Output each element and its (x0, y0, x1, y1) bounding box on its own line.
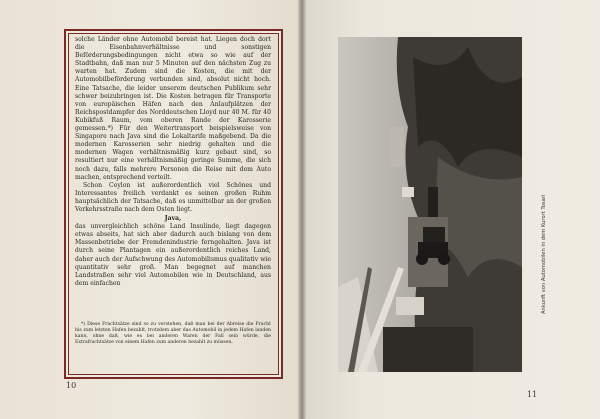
footnote-text: *) Diese Frachtsätze sind so zu verstehen, daß man bei der Abreise die Fracht bis zum letzten Hafen bezahlt, trotzdem aber das Automobil in jedem Hafen landen kann, ohne daß, wie es bei anderen Waren der Fall sein würde, die Extrafrachtsätze von einem Hafen zum anderen bezahlt zu müssen. (75, 322, 271, 345)
photo-caption-text: Ankunft von Automobilen in dem Kurort Tosari (541, 194, 547, 314)
photo-illustration (338, 37, 522, 372)
paragraph-java: das unvergleichlich schöne Land Insulinde, liegt dagegen etwas abseits, hat sich aber dadurch auch bislang von dem Massenbetriebe der Fremdenindustrie ferngehalten. Java ist durch seine Plantagen ein außerordentlich reiches Land, daher auch der Aufschwung des Automobilismus qualitativ wie quantitativ sehr groß. Man begegnet auf manchen Landstraßen sehr viel Automobilen wie in Deutschland, aus dem einfachen (75, 223, 271, 287)
footnote (75, 322, 271, 346)
page-number-right: 11 (527, 390, 538, 399)
paragraph-automobil-kosten: solche Länder ohne Automobil bereist hat. Liegen doch dort die Eisenbahnverhältnisse und sonstigen Beförderungsbedingungen nicht etwa so wie auf der Stadtbahn, daß man nur 5 Minuten auf den nächsten Zug zu warten hat. Zudem sind die Kosten, die mit der Automobilbeförderung verbunden sind, absolut nicht hoch. Eine Tatsache, die leider unserem deutschen Publikum sehr schwer beizubringen ist. Die Kosten betragen für Transporte von europäischen Häfen nach den Anlaufplätzen der Reichspostdampfer des Norddeutschen Lloyd nur 40 M. für 40 Kubikfuß Raum, vom oberen Rande der Karosserie gemessen.*) Für den Weitertransport beispielsweise von Singapore nach Java sind die Lokaltarife maßgebend. Da die modernen Karosserien sehr niedrig gehalten und die modernen Wagen verhältnismäßig kurz gebaut sind, so resultiert nur eine verhältnismäßig geringe Summe, die sich noch dazu, falls mehrere Personen die Reise mit dem Auto machen, entsprechend verteilt. (75, 36, 271, 181)
section-heading-java: Java, (164, 215, 182, 223)
photo-caption (541, 54, 551, 314)
body-text (75, 36, 271, 288)
page-number-left: 10 (66, 381, 77, 390)
paragraph-ceylon: Schon Ceylon ist außerordentlich viel Schönes und Interessantes freilich verdankt es seinen großen Ruhm hauptsächlich der Tatsache, daß es unmittelbar an der großen Verkehrsstraße nach dem Osten liegt. (75, 181, 271, 213)
book-gutter (298, 0, 306, 419)
photograph-arrival-automobiles (338, 37, 522, 372)
